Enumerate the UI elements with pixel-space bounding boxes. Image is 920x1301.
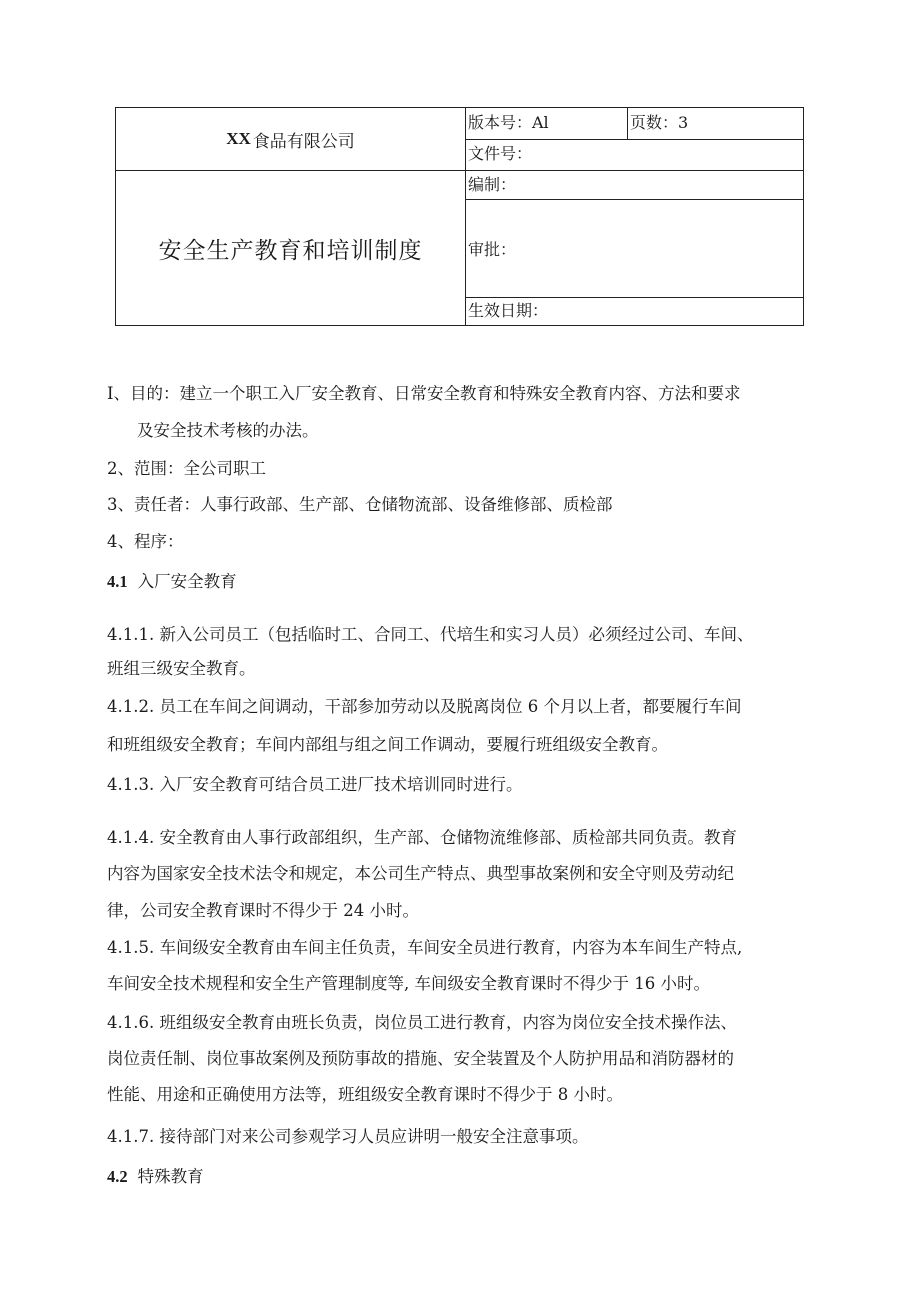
effective-date-label: 生效日期： [468,301,549,320]
para-4-1-5-line-1: 4.1.5. 车间级安全教育由车间主任负责，车间安全员进行教育，内容为本车间生产特点, [107,938,743,957]
purpose-line-1: I、目的：建立一个职工入厂安全教育、日常安全教育和特殊安全教育内容、方法和要求 [107,384,741,403]
file-number-label: 文件号： [468,144,533,163]
para-4-1-6-line-3: 性能、用途和正确使用方法等，班组级安全教育课时不得少于 8 小时。 [107,1085,623,1104]
para-4-1-6-line-1: 4.1.6. 班组级安全教育由班长负责，岗位员工进行教育，内容为岗位安全技术操作法、 [107,1013,737,1032]
procedure-line: 4、程序： [107,532,184,551]
company-name [116,108,465,170]
section-4-1-number: 4.1 [107,572,128,591]
para-4-1-3-line-1: 4.1.3. 入厂安全教育可结合员工进厂技术培训同时进行。 [107,775,523,794]
para-4-1-1-line-1: 4.1.1. 新入公司员工（包括临时工、合同工、代培生和实习人员）必须经过公司、车间、 [107,625,754,644]
section-4-2-title: 特殊教育 [137,1167,204,1186]
para-4-1-2-line-1: 4.1.2. 员工在车间之间调动，干部参加劳动以及脱离岗位 6 个月以上者，都要履行车间 [107,697,742,716]
responsible-line: 3、责任者：人事行政部、生产部、仓储物流部、设备维修部、质检部 [107,495,613,514]
section-4-1-heading [107,568,237,592]
version-label: 版本号：Al [468,113,549,132]
para-4-1-4-line-3: 律，公司安全教育课时不得少于 24 小时。 [107,901,419,920]
approved-by-label: 审批： [468,239,517,259]
document-header-table [115,107,804,326]
divider [465,108,466,325]
para-4-1-4-line-2: 内容为国家安全技术法令和规定，本公司生产特点、典型事故案例和安全守则及劳动纪 [107,864,734,883]
prepared-by-label: 编制： [468,175,517,194]
scope-line: 2、范围：全公司职工 [107,459,266,478]
para-4-1-2-line-2: 和班组级安全教育；车间内部组与组之间工作调动，要履行班组级安全教育。 [107,735,668,754]
purpose-line-2: 及安全技术考核的办法。 [137,421,319,440]
section-4-1-title: 入厂安全教育 [137,572,237,591]
page-count-label: 页数：3 [630,113,689,132]
divider [627,108,628,139]
para-4-1-4-line-1: 4.1.4. 安全教育由人事行政部组织，生产部、仓储物流维修部、质检部共同负责。教育 [107,828,737,847]
company-name-rest: 食品有限公司 [252,131,355,152]
para-4-1-5-line-2: 车间安全技术规程和安全生产管理制度等, 车间级安全教育课时不得少于 16 小时。 [107,974,710,993]
section-4-2-heading [107,1163,204,1187]
document-title: 安全生产教育和培训制度 [158,238,423,264]
para-4-1-7-line-1: 4.1.7. 接待部门对来公司参观学习人员应讲明一般安全注意事项。 [107,1127,589,1146]
para-4-1-6-line-2: 岗位责任制、岗位事故案例及预防事故的措施、安全装置及个人防护用品和消防器材的 [107,1049,734,1068]
company-name-strong: XX [226,129,251,148]
para-4-1-1-line-2: 班组三级安全教育。 [107,659,256,678]
section-4-2-number: 4.2 [107,1167,128,1186]
